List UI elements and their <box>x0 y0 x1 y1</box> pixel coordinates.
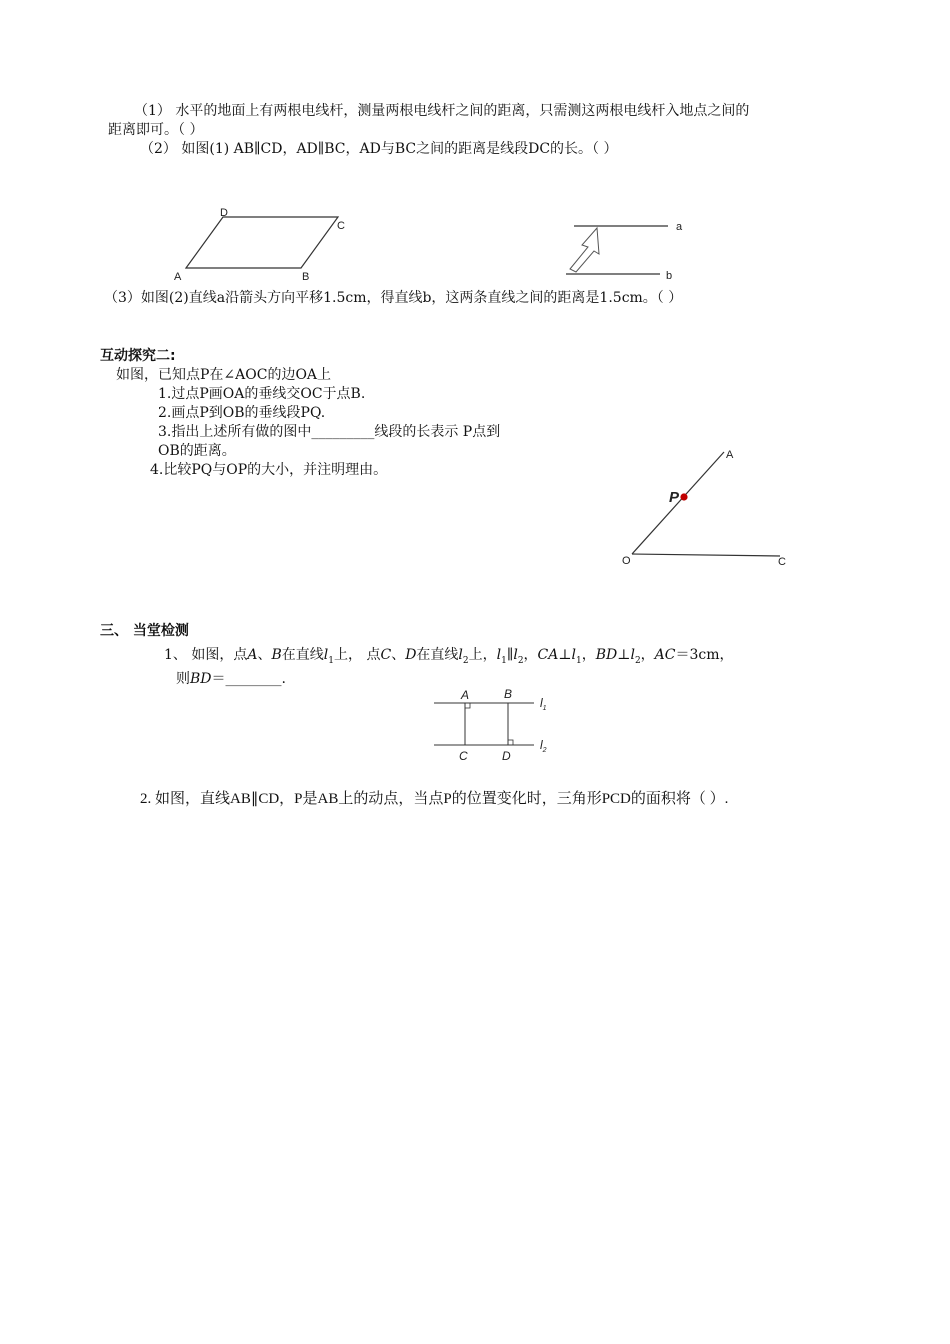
fig1-label-d: D <box>220 207 228 219</box>
question-1-line-2: 距离即可。（ ） <box>108 122 204 138</box>
q1-sep-1: 、 <box>257 647 272 663</box>
q1-var-b: B <box>271 647 282 663</box>
question-2: （2） 如图(1) AB∥CD，AD∥BC，AD与BC之间的距离是线段DC的长。（ ） <box>140 141 618 157</box>
label-l2: $l_2$ <box>540 738 547 754</box>
fig2-label-a: a <box>676 221 683 233</box>
step-4: 4.比较PQ与OP的大小，并注明理由。 <box>150 462 388 478</box>
check-question-2: 2. 如图，直线AB∥CD，P是AB上的动点，当点P的位置变化时，三角形PCD的面积将（ ）. <box>140 791 729 807</box>
figure-1-parallelogram <box>168 203 358 283</box>
figure-angle-aoc <box>614 444 804 572</box>
question-3: （3）如图(2)直线a沿箭头方向平移1.5cm，得直线b，这两条直线之间的距离是1.5cm。（ ） <box>104 290 683 306</box>
step-2: 2.画点P到OB的垂线段PQ. <box>158 405 326 421</box>
q1-var-a: A <box>247 647 258 663</box>
label-a: A <box>461 688 470 702</box>
parallelogram-shape <box>186 217 338 268</box>
q1-line2-blank: ＝________. <box>211 671 286 687</box>
q1-var-bd: BD <box>595 647 618 663</box>
q1-num: 1、 <box>164 647 187 663</box>
q1-var-p2: l <box>513 647 518 663</box>
q1-text-2: 在直线 <box>281 647 324 663</box>
q1-text-4: 在直线 <box>416 647 459 663</box>
figure-parallel-lines <box>430 684 560 764</box>
q1-perp-2: ⊥ <box>617 647 631 663</box>
step-3-line-1: 3.指出上述所有做的图中_________线段的长表示 P点到 <box>158 424 501 440</box>
q1-var-ac: AC <box>654 647 676 663</box>
label-o: O <box>622 555 631 567</box>
figure-2-arrow <box>562 216 692 284</box>
q1-text-7: ， <box>581 647 596 663</box>
q1-var-d: D <box>405 647 417 663</box>
q1-line2-text: 则 <box>176 671 190 687</box>
q1-sub-1: 1 <box>328 655 335 666</box>
point-p <box>680 493 687 500</box>
section-three-heading: 三、 当堂检测 <box>100 623 189 639</box>
q1-parallel: ∥ <box>506 647 514 663</box>
question-1-line-1: （1） 水平的地面上有两根电线杆，测量两根电线杆之间的距离，只需测这两根电线杆入地点之间的 <box>134 103 750 119</box>
q1-sep-2: 、 <box>391 647 406 663</box>
q1-text-3: 上， 点 <box>334 647 381 663</box>
q1-var-p3: l <box>571 647 577 663</box>
label-p: P <box>669 489 680 506</box>
q1-sub-p3: 1 <box>576 655 582 666</box>
q1-var-p1: l <box>496 647 502 663</box>
fig1-label-b: B <box>302 271 310 283</box>
label-b: B <box>504 687 513 701</box>
ray-oc <box>632 554 780 556</box>
fig2-label-b: b <box>666 270 673 282</box>
section-two-intro: 如图，已知点P在∠AOC的边OA上 <box>116 367 332 383</box>
q1-var-c: C <box>380 647 392 663</box>
check-question-1-line-1 <box>164 646 734 670</box>
q1-sub-p4: 2 <box>634 655 641 666</box>
q1-var-l2: l <box>458 647 463 663</box>
q1-line2-bd: BD <box>190 671 212 687</box>
q1-perp-1: ⊥ <box>558 647 572 663</box>
q1-sub-p1: 1 <box>501 655 507 666</box>
q1-var-l1: l <box>323 647 329 663</box>
q1-var-ca: CA <box>537 647 559 663</box>
q1-sub-2: 2 <box>462 655 469 666</box>
q1-text-8: ， <box>640 647 655 663</box>
label-c: C <box>778 556 786 568</box>
step-1: 1.过点P画OA的垂线交OC于点B. <box>158 386 366 402</box>
q1-text-1: 如图，点 <box>191 647 248 663</box>
fig1-label-c: C <box>337 220 345 232</box>
q1-text-6: ， <box>523 647 538 663</box>
q1-text-9: ＝3cm， <box>675 647 734 663</box>
section-two-heading: 互动探究二: <box>100 348 176 364</box>
label-d: D <box>502 749 511 763</box>
q1-sub-p2: 2 <box>517 655 524 666</box>
q1-var-p4: l <box>630 647 635 663</box>
label-l1: $l_1$ <box>540 696 547 712</box>
right-angle-mark-d <box>508 740 513 745</box>
label-c: C <box>459 749 468 763</box>
label-a: A <box>726 449 734 461</box>
direction-arrow <box>570 228 599 272</box>
right-angle-mark-a <box>465 703 470 708</box>
check-question-1-line-2 <box>176 670 286 688</box>
fig1-label-a: A <box>174 271 182 283</box>
step-3-line-2: OB的距离。 <box>158 443 236 459</box>
q1-text-5: 上， <box>468 647 497 663</box>
